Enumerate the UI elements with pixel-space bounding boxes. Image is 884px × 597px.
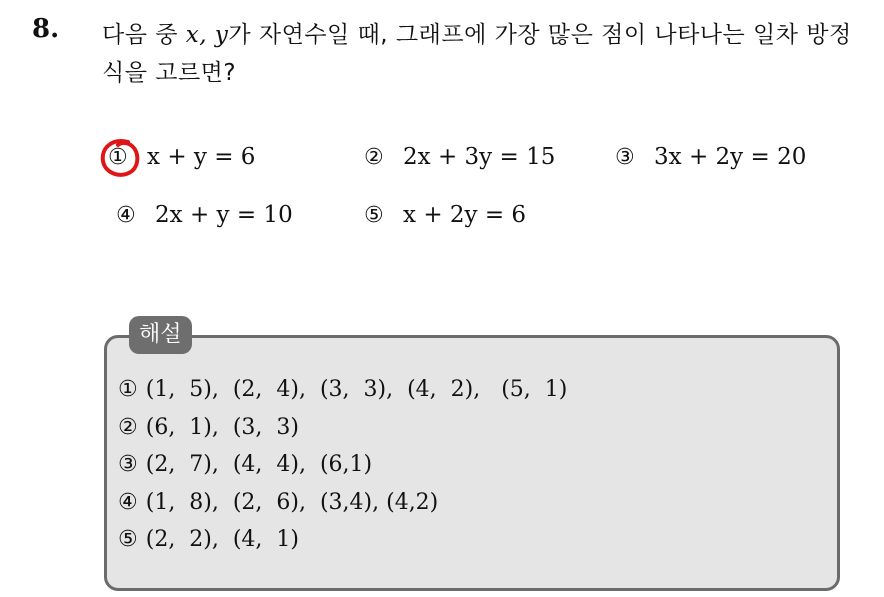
choice-2[interactable] <box>364 144 555 170</box>
question-text <box>102 16 872 92</box>
solution-line-5-marker: ⑤ <box>118 527 138 552</box>
choice-5-marker: ⑤ <box>364 203 384 228</box>
solution-line-1-marker: ① <box>118 377 138 402</box>
solution-line-4-text: (1, 8), (2, 6), (3,4), (4,2) <box>145 489 439 515</box>
choice-2-equation: 2x + 3y = 15 <box>403 144 556 170</box>
choice-5-equation: x + 2y = 6 <box>403 202 527 228</box>
solution-lines <box>118 371 567 559</box>
solution-title: 해설 <box>129 316 192 354</box>
choice-3[interactable] <box>615 144 806 170</box>
solution-line-3-marker: ③ <box>118 452 138 477</box>
choice-1-equation: x + y = 6 <box>147 144 256 170</box>
question-variables: x, y <box>185 22 229 48</box>
solution-line-3 <box>118 446 567 484</box>
choice-1-marker: ① <box>108 145 128 170</box>
choice-3-equation: 3x + 2y = 20 <box>654 144 807 170</box>
question-prefix: 다음 중 <box>102 22 178 48</box>
choice-5[interactable] <box>364 202 526 228</box>
choice-2-marker: ② <box>364 145 384 170</box>
choice-4-marker: ④ <box>116 203 136 228</box>
solution-line-2-marker: ② <box>118 414 138 440</box>
solution-line-3-text: (2, 7), (4, 4), (6,1) <box>145 452 373 477</box>
choice-4[interactable] <box>116 202 293 228</box>
question-number: 8. <box>32 14 60 44</box>
question-suffix: 가 자연수일 때, 그래프에 가장 많은 점이 나타나는 일차 방정식을 고르면? <box>102 22 852 86</box>
solution-line-1-text: (1, 5), (2, 4), (3, 3), (4, 2), (5, 1) <box>145 377 568 402</box>
choice-4-equation: 2x + y = 10 <box>155 202 293 228</box>
choice-1[interactable] <box>108 144 255 170</box>
solution-line-2 <box>118 409 567 447</box>
solution-line-4 <box>118 484 567 522</box>
solution-line-5 <box>118 521 567 559</box>
choice-3-marker: ③ <box>615 145 635 170</box>
solution-line-1 <box>118 371 567 409</box>
solution-line-5-text: (2, 2), (4, 1) <box>145 527 299 552</box>
solution-line-2-text: (6, 1), (3, 3) <box>145 414 299 440</box>
solution-line-4-marker: ④ <box>118 489 138 515</box>
